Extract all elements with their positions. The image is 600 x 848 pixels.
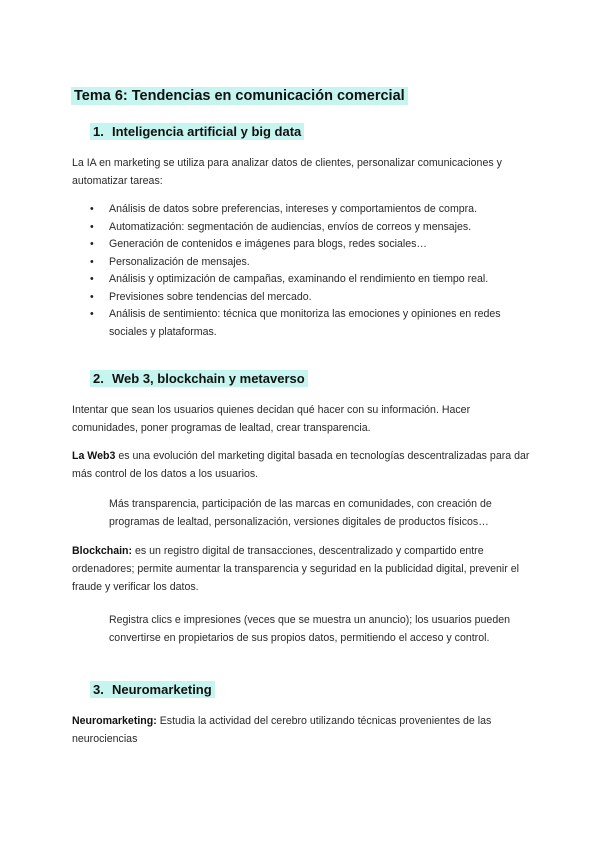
section-2-heading — [90, 371, 308, 386]
list-item: • Automatización: segmentación de audiencias, envíos de correos y mensajes. — [90, 219, 530, 237]
list-item: • Previsiones sobre tendencias del mercado. — [90, 289, 530, 307]
web3-note: Más transparencia, participación de las marcas en comunidades, con creación de programas de lealtad, personalización, versiones digitales de productos físicos… — [109, 498, 492, 528]
list-item: • Análisis de datos sobre preferencias, intereses y comportamientos de compra. — [90, 201, 530, 219]
section-2-intro: Intentar que sean los usuarios quienes decidan qué hacer con su información. Hacer comunidades, poner programas de lealtad, crear transparencia. — [72, 404, 471, 434]
section-1-highlight — [90, 123, 304, 140]
list-item: • Generación de contenidos e imágenes para blogs, redes sociales… — [90, 236, 530, 254]
section-2-number: 2. — [93, 371, 104, 386]
web3-paragraph — [72, 447, 532, 483]
section-3-highlight — [90, 681, 215, 698]
section-1-heading — [90, 124, 304, 139]
section-1-title: Inteligencia artificial y big data — [112, 124, 302, 139]
blockchain-paragraph — [72, 542, 532, 596]
title-highlight: Tema 6: Tendencias en comunicación comercial — [71, 87, 408, 105]
web3-term: La Web3 — [72, 450, 116, 462]
web3-text: es una evolución del marketing digital basada en tecnologías descentralizadas para dar más control de los datos a los usuarios. — [72, 450, 530, 480]
neuromarketing-term: Neuromarketing: — [72, 715, 157, 727]
section-1-number: 1. — [93, 124, 104, 139]
blockchain-text: es un registro digital de transacciones, descentralizado y compartido entre ordenadores; permite aumentar la transparencia y seguridad en la publicidad digital, prevenir el fraude y verificar los datos. — [72, 545, 519, 593]
section-3-title: Neuromarketing — [112, 682, 212, 697]
blockchain-term: Blockchain: — [72, 545, 133, 557]
section-2-highlight — [90, 370, 308, 387]
neuromarketing-paragraph — [72, 712, 532, 748]
page-title — [71, 88, 408, 104]
section-1-intro: La IA en marketing se utiliza para analizar datos de clientes, personalizar comunicaciones y automatizar tareas: — [72, 157, 502, 187]
section-1-bullet-list — [90, 201, 530, 341]
blockchain-note: Registra clics e impresiones (veces que se muestra un anuncio); los usuarios pueden convertirse en propietarios de sus propios datos, permitiendo el acceso y control. — [109, 614, 511, 644]
neuromarketing-text: Estudia la actividad del cerebro utilizando técnicas provenientes de las neurociencias — [72, 715, 492, 745]
section-3-number: 3. — [93, 682, 104, 697]
list-item: • Análisis y optimización de campañas, examinando el rendimiento en tiempo real. — [90, 271, 530, 289]
section-2-title: Web 3, blockchain y metaverso — [112, 371, 305, 386]
list-item: • Análisis de sentimiento: técnica que monitoriza las emociones y opiniones en redes sociales y plataformas. — [90, 306, 530, 341]
list-item: • Personalización de mensajes. — [90, 254, 530, 272]
section-3-heading — [90, 682, 215, 697]
